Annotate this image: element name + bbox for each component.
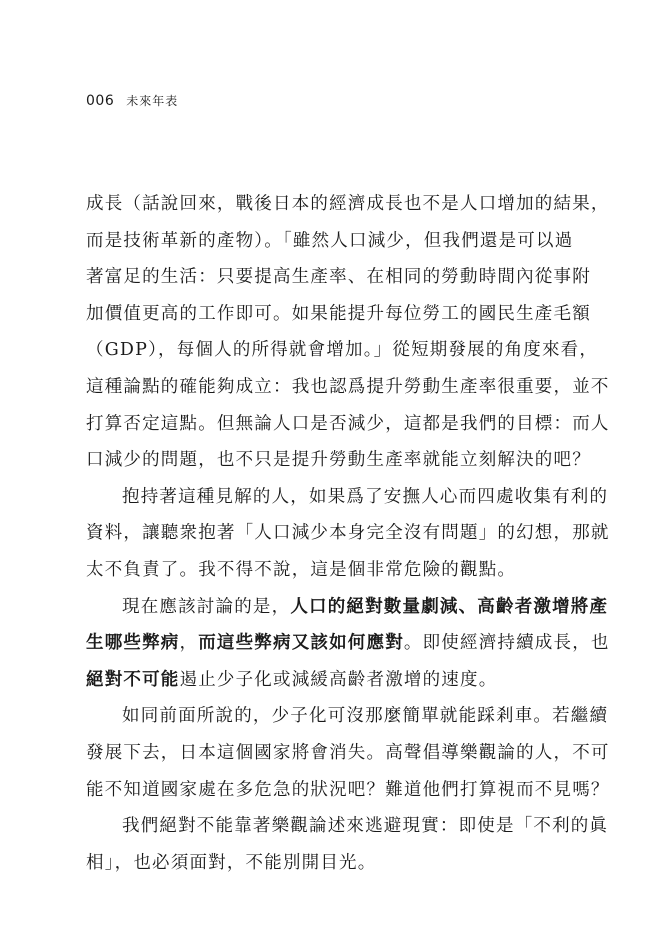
text-line: 而是技術革新的產物）。「雖然人口減少，但我們還是可以過: [86, 230, 574, 251]
text-segment: 遏止少子化或減緩高齡者激增的速度。: [179, 669, 498, 690]
page-number: 006: [86, 93, 115, 109]
text-line: 加價值更高的工作即可。如果能提升每位勞工的國民生產毛額: [86, 303, 591, 324]
text-line: 資料，讓聽衆抱著「人口減少本身完全沒有問題」的幻想，那就: [86, 523, 610, 544]
text-line: [86, 625, 610, 662]
text-line: （GDP），每個人的所得就會增加。」從短期發展的角度來看，: [86, 340, 599, 361]
body-text: [86, 186, 610, 881]
text-line: 相」，也必須面對，不能別開目光。: [86, 852, 377, 873]
running-title: 未來年表: [126, 94, 179, 108]
text-line: 成長（話說回來，戰後日本的經濟成長也不是人口增加的結果，: [86, 194, 610, 214]
bold-text: 生哪些弊病: [86, 633, 180, 654]
text-line: 如同前面所說的，少子化可沒那麼簡單就能踩剎車。若繼續: [122, 706, 609, 727]
text-segment: ，: [179, 633, 199, 654]
bold-text: 人口的絕對數量劇減、高齡者激增將產: [290, 596, 609, 617]
text-line: 打算否定這點。但無論人口是否減少，這都是我們的目標：而人: [86, 413, 610, 434]
text-line: 抱持著這種見解的人，如果爲了安撫人心而四處收集有利的: [122, 486, 609, 507]
text-line: 發展下去，日本這個國家將會消失。高聲倡導樂觀論的人，不可: [86, 742, 610, 763]
text-line: [86, 589, 609, 626]
text-line: 這種論點的確能夠成立：我也認爲提升勞動生產率很重要，並不: [86, 376, 610, 397]
text-line: 口減少的問題，也不只是提升勞動生產率就能立刻解決的吧？: [86, 450, 591, 471]
page-header: [86, 92, 178, 112]
text-line: 太不負責了。我不得不說，這是個非常危險的觀點。: [86, 559, 517, 580]
text-segment: 。即使經濟持續成長，也: [403, 633, 610, 654]
text-line: 能不知道國家處在多危急的狀況吧？難道他們打算視而不見嗎？: [86, 779, 610, 800]
bold-text: 絕對不可能: [86, 669, 180, 690]
text-line: 我們絕對不能靠著樂觀論述來逃避現實：即使是「不利的眞: [122, 816, 609, 837]
bold-text: 而這些弊病又該如何應對: [198, 633, 404, 654]
text-line: [86, 662, 566, 699]
text-segment: 現在應該討論的是，: [122, 596, 291, 617]
text-line: 著富足的生活：只要提高生產率、在相同的勞動時間內從事附: [86, 267, 591, 288]
